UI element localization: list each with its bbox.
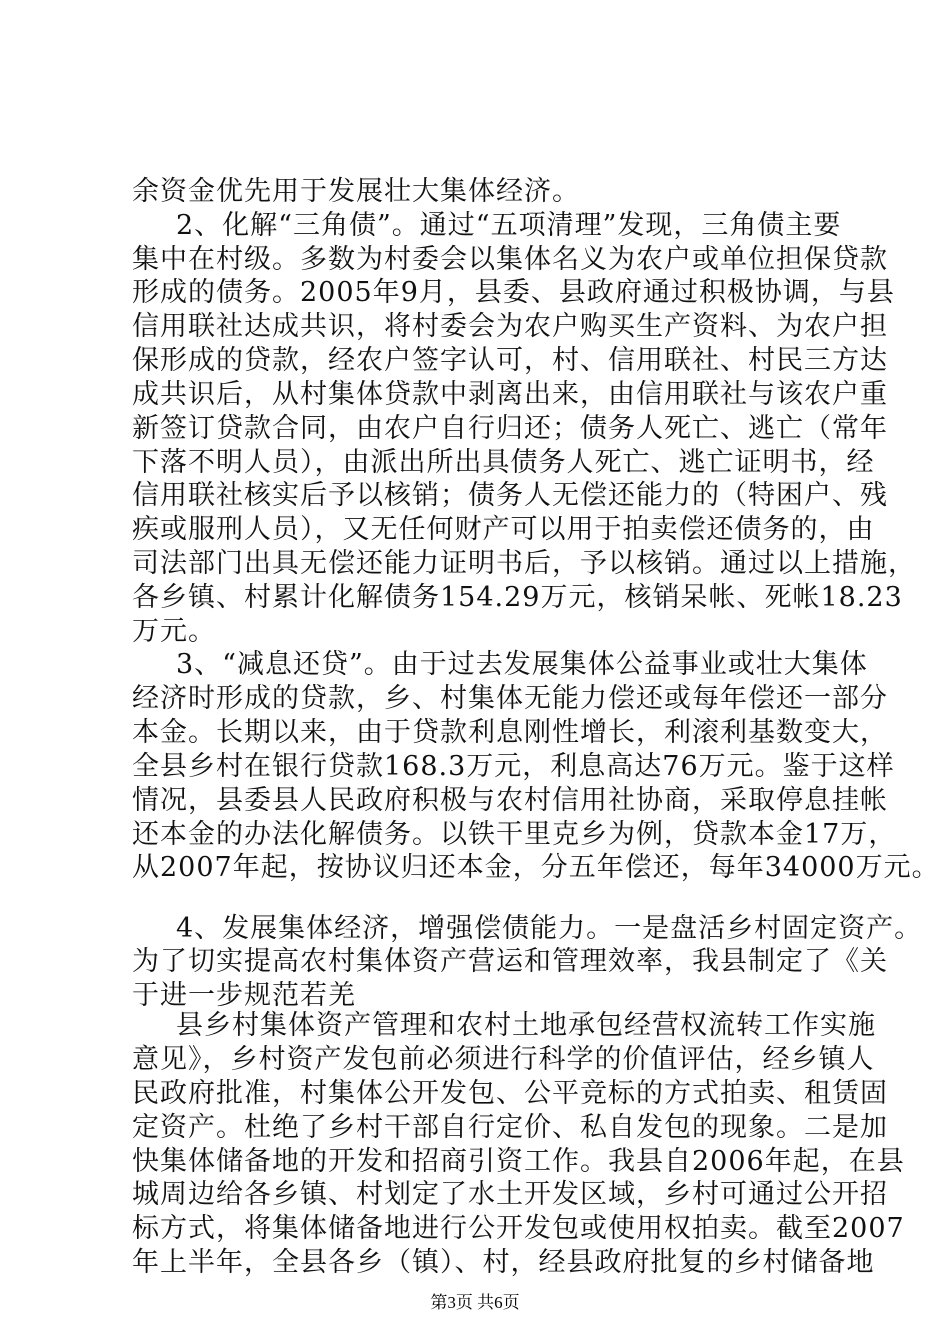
paragraph-4-start: 4、发展集体经济，增强偿债能力。一是盘活乡村固定资产。 <box>176 913 923 944</box>
text-line: 余资金优先用于发展壮大集体经济。 <box>132 176 580 207</box>
text-line: 为了切实提高农村集体资产营运和管理效率，我县制定了《关 <box>132 946 888 977</box>
paragraph-2-start: 2、化解“三角债”。通过“五项清理”发现，三角债主要 <box>176 210 842 241</box>
text-line: 城周边给各乡镇、村划定了水土开发区域，乡村可通过公开招 <box>132 1179 888 1210</box>
text-line: 全县乡村在银行贷款168.3万元，利息高达76万元。鉴于这样 <box>132 751 895 782</box>
text-line: 意见》，乡村资产发包前必须进行科学的价值评估，经乡镇人 <box>132 1044 875 1075</box>
text-line: 民政府批准，村集体公开发包、公平竞标的方式拍卖、租赁固 <box>132 1078 888 1109</box>
text-line: 信用联社核实后予以核销；债务人无偿还能力的（特困户、残 <box>132 480 888 511</box>
text-line: 各乡镇、村累计化解债务154.29万元，核销呆帐、死帐18.23 <box>132 582 903 613</box>
text-line: 还本金的办法化解债务。以铁干里克乡为例，贷款本金17万， <box>132 819 897 850</box>
text-line: 标方式，将集体储备地进行公开发包或使用权拍卖。截至2007 <box>132 1213 905 1244</box>
text-line: 保形成的贷款，经农户签字认可，村、信用联社、村民三方达 <box>132 345 888 376</box>
page-footer: 第3页 共6页 <box>430 1293 520 1312</box>
text-line: 于进一步规范若羌 <box>132 980 356 1011</box>
text-line: 县乡村集体资产管理和农村土地承包经营权流转工作实施 <box>176 1010 876 1041</box>
text-line: 成共识后，从村集体贷款中剥离出来，由信用联社与该农户重 <box>132 379 888 410</box>
text-line: 司法部门出具无偿还能力证明书后，予以核销。通过以上措施， <box>132 548 916 579</box>
text-line: 情况，县委县人民政府积极与农村信用社协商，采取停息挂帐 <box>132 785 888 816</box>
text-line: 新签订贷款合同，由农户自行归还；债务人死亡、逃亡（常年 <box>132 413 888 444</box>
text-line: 形成的债务。2005年9月，县委、县政府通过积极协调，与县 <box>132 277 895 308</box>
text-line: 下落不明人员），由派出所出具债务人死亡、逃亡证明书，经 <box>132 447 875 478</box>
text-line: 信用联社达成共识，将村委会为农户购买生产资料、为农户担 <box>132 311 888 342</box>
text-line: 快集体储备地的开发和招商引资工作。我县自2006年起，在县 <box>132 1146 905 1177</box>
text-line: 集中在村级。多数为村委会以集体名义为农户或单位担保贷款 <box>132 244 888 275</box>
text-line: 本金。长期以来，由于贷款利息刚性增长，利滚利基数变大， <box>132 717 888 748</box>
paragraph-3-start: 3、“减息还贷”。由于过去发展集体公益事业或壮大集体 <box>176 649 868 680</box>
text-line: 年上半年，全县各乡（镇）、村，经县政府批复的乡村储备地 <box>132 1247 875 1278</box>
text-line: 经济时形成的贷款，乡、村集体无能力偿还或每年偿还一部分 <box>132 683 888 714</box>
text-line: 万元。 <box>132 616 216 647</box>
text-line: 定资产。杜绝了乡村干部自行定价、私自发包的现象。二是加 <box>132 1112 888 1143</box>
text-line: 疾或服刑人员），又无任何财产可以用于拍卖偿还债务的，由 <box>132 514 875 545</box>
text-line: 从2007年起，按协议归还本金，分五年偿还，每年34000万元。 <box>132 852 940 883</box>
